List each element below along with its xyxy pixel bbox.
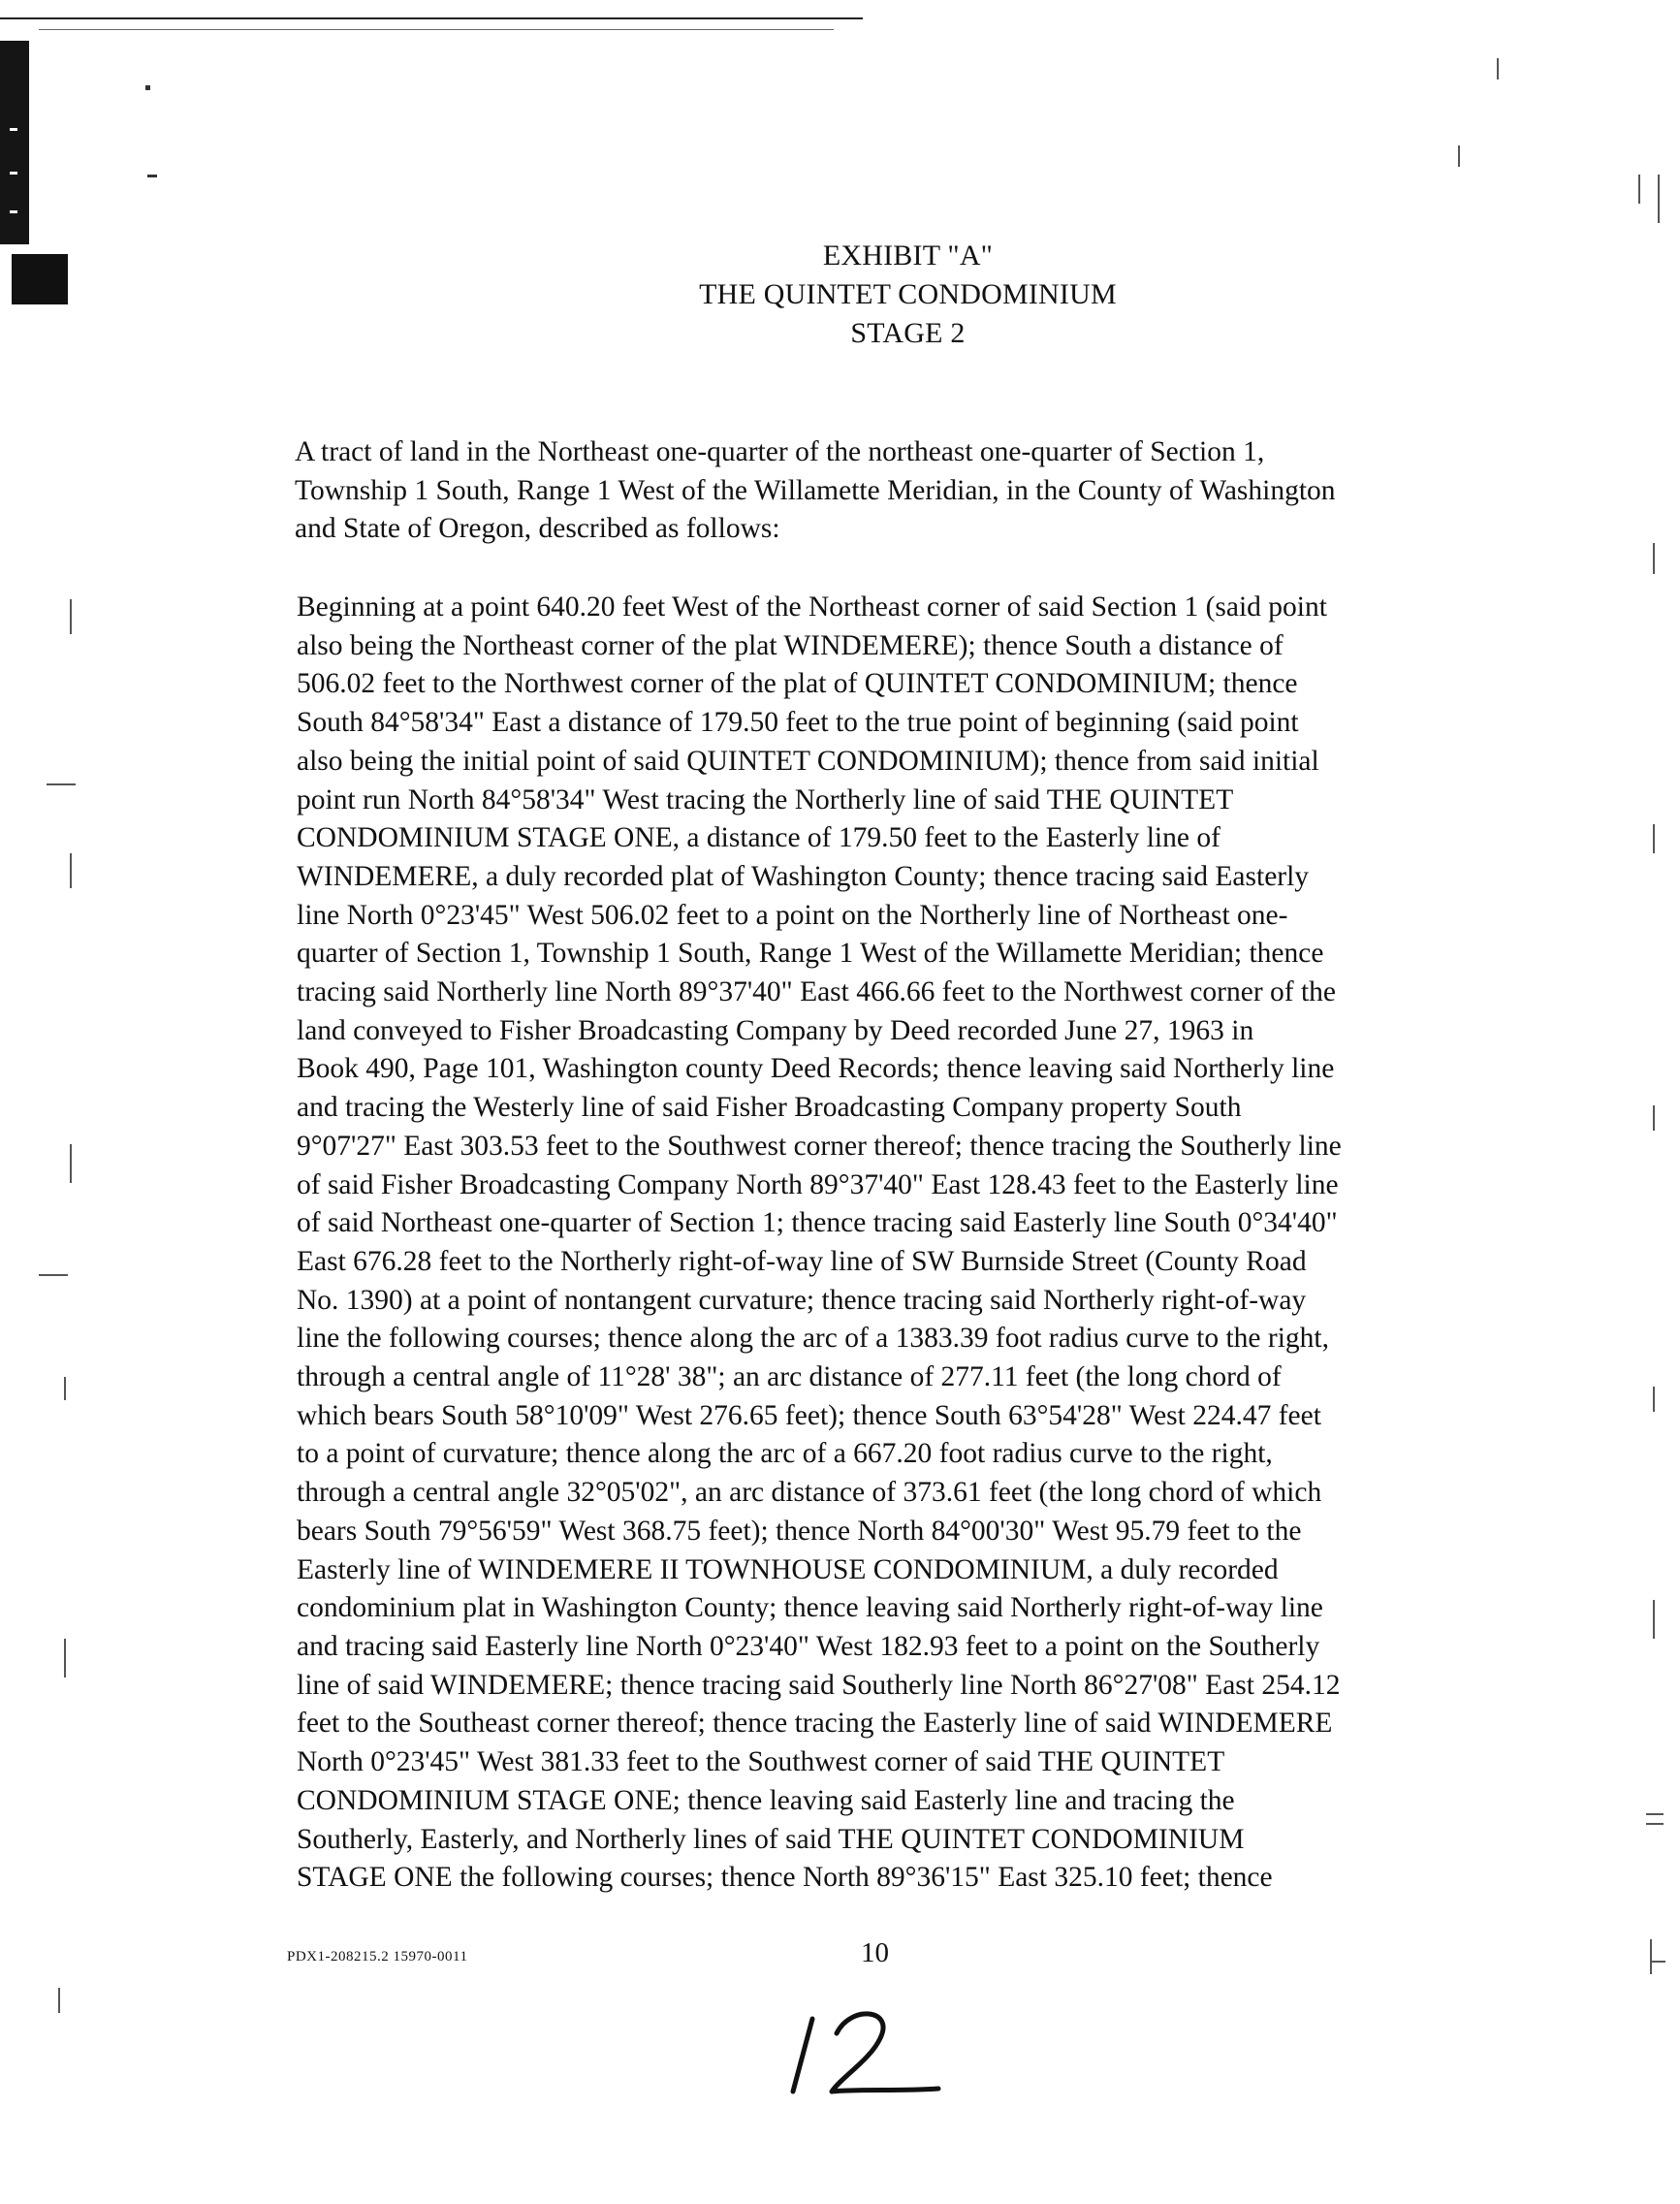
legal-description-line: to a point of curvature; thence along the arc of a 667.20 foot radius curve to the right, (297, 1438, 1273, 1470)
legal-description-line: Book 490, Page 101, Washington county Deed Records; thence leaving said Northerly line (297, 1053, 1335, 1085)
legal-description-line: condominium plat in Washington County; thence leaving said Northerly right-of-way line (297, 1592, 1323, 1624)
legal-description-line: through a central angle 32°05'02", an arc distance of 373.61 feet (the long chord of which (297, 1477, 1322, 1509)
legal-description-line: also being the initial point of said QUINTET CONDOMINIUM); thence from said initial (297, 745, 1319, 777)
legal-description-line: bears South 79°56'59" West 368.75 feet); thence North 84°00'30" West 95.79 feet to the (297, 1515, 1302, 1547)
legal-description-line: 506.02 feet to the Northwest corner of the plat of QUINTET CONDOMINIUM; thence (297, 668, 1298, 700)
legal-description-line: quarter of Section 1, Township 1 South, Range 1 West of the Willamette Meridian; thence (297, 938, 1324, 970)
legal-description-line: line North 0°23'45" West 506.02 feet to a point on the Northerly line of Northeast one- (297, 899, 1288, 931)
margin-mark (47, 783, 76, 785)
legal-description-line: South 84°58'34" East a distance of 179.50 feet to the true point of beginning (said point (297, 707, 1299, 739)
legal-description-line: line the following courses; thence along the arc of a 1383.39 foot radius curve to the right, (297, 1323, 1329, 1355)
margin-mark (70, 853, 72, 888)
intro-paragraph (295, 433, 1477, 549)
margin-mark (58, 1988, 60, 2013)
margin-mark (1638, 175, 1640, 204)
margin-mark (1653, 1105, 1655, 1131)
legal-description-line: and tracing the Westerly line of said Fisher Broadcasting Company property South (297, 1092, 1242, 1124)
margin-mark (1458, 145, 1460, 167)
legal-description-line: WINDEMERE, a duly recorded plat of Washington County; thence tracing said Easterly (297, 860, 1310, 892)
condominium-name: THE QUINTET CONDOMINIUM (699, 278, 1117, 310)
legal-description-line: North 0°23'45" West 381.33 feet to the Southwest corner of said THE QUINTET (297, 1746, 1225, 1778)
scan-speck (145, 85, 150, 90)
legal-description-line: tracing said Northerly line North 89°37'40" East 466.66 feet to the Northwest corner of the (297, 976, 1337, 1008)
margin-mark (1653, 1600, 1655, 1639)
exhibit-title: EXHIBIT "A" (822, 240, 994, 272)
legal-description-line: CONDOMINIUM STAGE ONE; thence leaving said Easterly line and tracing the (297, 1784, 1235, 1816)
legal-description-line: East 676.28 feet to the Northerly right-of-way line of SW Burnside Street (County Road (297, 1245, 1307, 1277)
margin-mark (70, 599, 72, 634)
margin-mark (1658, 175, 1660, 223)
margin-mark (1650, 1939, 1652, 1974)
legal-description-line: 9°07'27" East 303.53 feet to the Southwest corner thereof; thence tracing the Southerly line (297, 1130, 1342, 1162)
legal-description-line: and tracing said Easterly line North 0°23'40" West 182.93 feet to a point on the Southerly (297, 1630, 1320, 1662)
legal-description-line: CONDOMINIUM STAGE ONE, a distance of 179.50 feet to the Easterly line of (297, 822, 1220, 854)
legal-description-line: Easterly line of WINDEMERE II TOWNHOUSE CONDOMINIUM, a duly recorded (297, 1553, 1279, 1585)
legal-description-paragraph (297, 589, 1479, 1898)
page-number: 10 (861, 1937, 889, 1968)
legal-description-line: line of said WINDEMERE; thence tracing said Southerly line North 86°27'08" East 254.12 (297, 1669, 1341, 1701)
legal-description-line: through a central angle of 11°28' 38"; an arc distance of 277.11 feet (the long chord of (297, 1361, 1282, 1393)
margin-mark (1497, 58, 1499, 80)
margin-mark (39, 1274, 68, 1276)
scan-edge-line (0, 17, 863, 19)
margin-mark (1653, 543, 1655, 574)
intro-line: A tract of land in the Northeast one-quarter of the northeast one-quarter of Section 1, (295, 436, 1265, 467)
intro-line: Township 1 South, Range 1 West of the Willamette Meridian, in the County of Washington (295, 474, 1336, 506)
handwritten-page-number (783, 1999, 948, 2106)
exhibit-heading (0, 237, 1680, 353)
document-id: PDX1-208215.2 15970-0011 (287, 1949, 468, 1964)
margin-mark (64, 1639, 66, 1677)
intro-line: and State of Oregon, described as follows: (295, 513, 780, 545)
legal-description-line: Beginning at a point 640.20 feet West of the Northeast corner of said Section 1 (said point (297, 591, 1327, 623)
margin-mark (1646, 1823, 1664, 1825)
margin-mark (1650, 1961, 1665, 1963)
scan-edge-bar (0, 41, 29, 244)
legal-description-line: feet to the Southeast corner thereof; thence tracing the Easterly line of said WINDEMERE (297, 1708, 1333, 1740)
stage-label: STAGE 2 (850, 317, 966, 349)
margin-mark (1653, 1387, 1655, 1412)
margin-mark (64, 1377, 66, 1400)
margin-mark (1653, 824, 1655, 853)
legal-description-line: Southerly, Easterly, and Northerly lines of said THE QUINTET CONDOMINIUM (297, 1823, 1245, 1855)
legal-description-line: land conveyed to Fisher Broadcasting Company by Deed recorded June 27, 1963 in (297, 1014, 1254, 1046)
scan-edge-line (39, 29, 834, 30)
scan-speck (147, 175, 157, 177)
legal-description-line: which bears South 58°10'09" West 276.65 feet); thence South 63°54'28" West 224.47 feet (297, 1399, 1321, 1431)
legal-description-line: of said Fisher Broadcasting Company North 89°37'40" East 128.43 feet to the Easterly line (297, 1168, 1339, 1200)
legal-description-line: also being the Northeast corner of the plat WINDEMERE); thence South a distance of (297, 629, 1284, 661)
margin-mark (70, 1144, 72, 1183)
legal-description-line: of said Northeast one-quarter of Section 1; thence tracing said Easterly line South 0°34'40" (297, 1207, 1338, 1239)
legal-description-line: STAGE ONE the following courses; thence North 89°36'15" East 325.10 feet; thence (297, 1862, 1273, 1894)
legal-description-line: No. 1390) at a point of nontangent curvature; thence tracing said Northerly right-of-way (297, 1284, 1307, 1316)
legal-description-line: point run North 84°58'34" West tracing the Northerly line of said THE QUINTET (297, 783, 1234, 815)
margin-mark (1646, 1813, 1664, 1815)
